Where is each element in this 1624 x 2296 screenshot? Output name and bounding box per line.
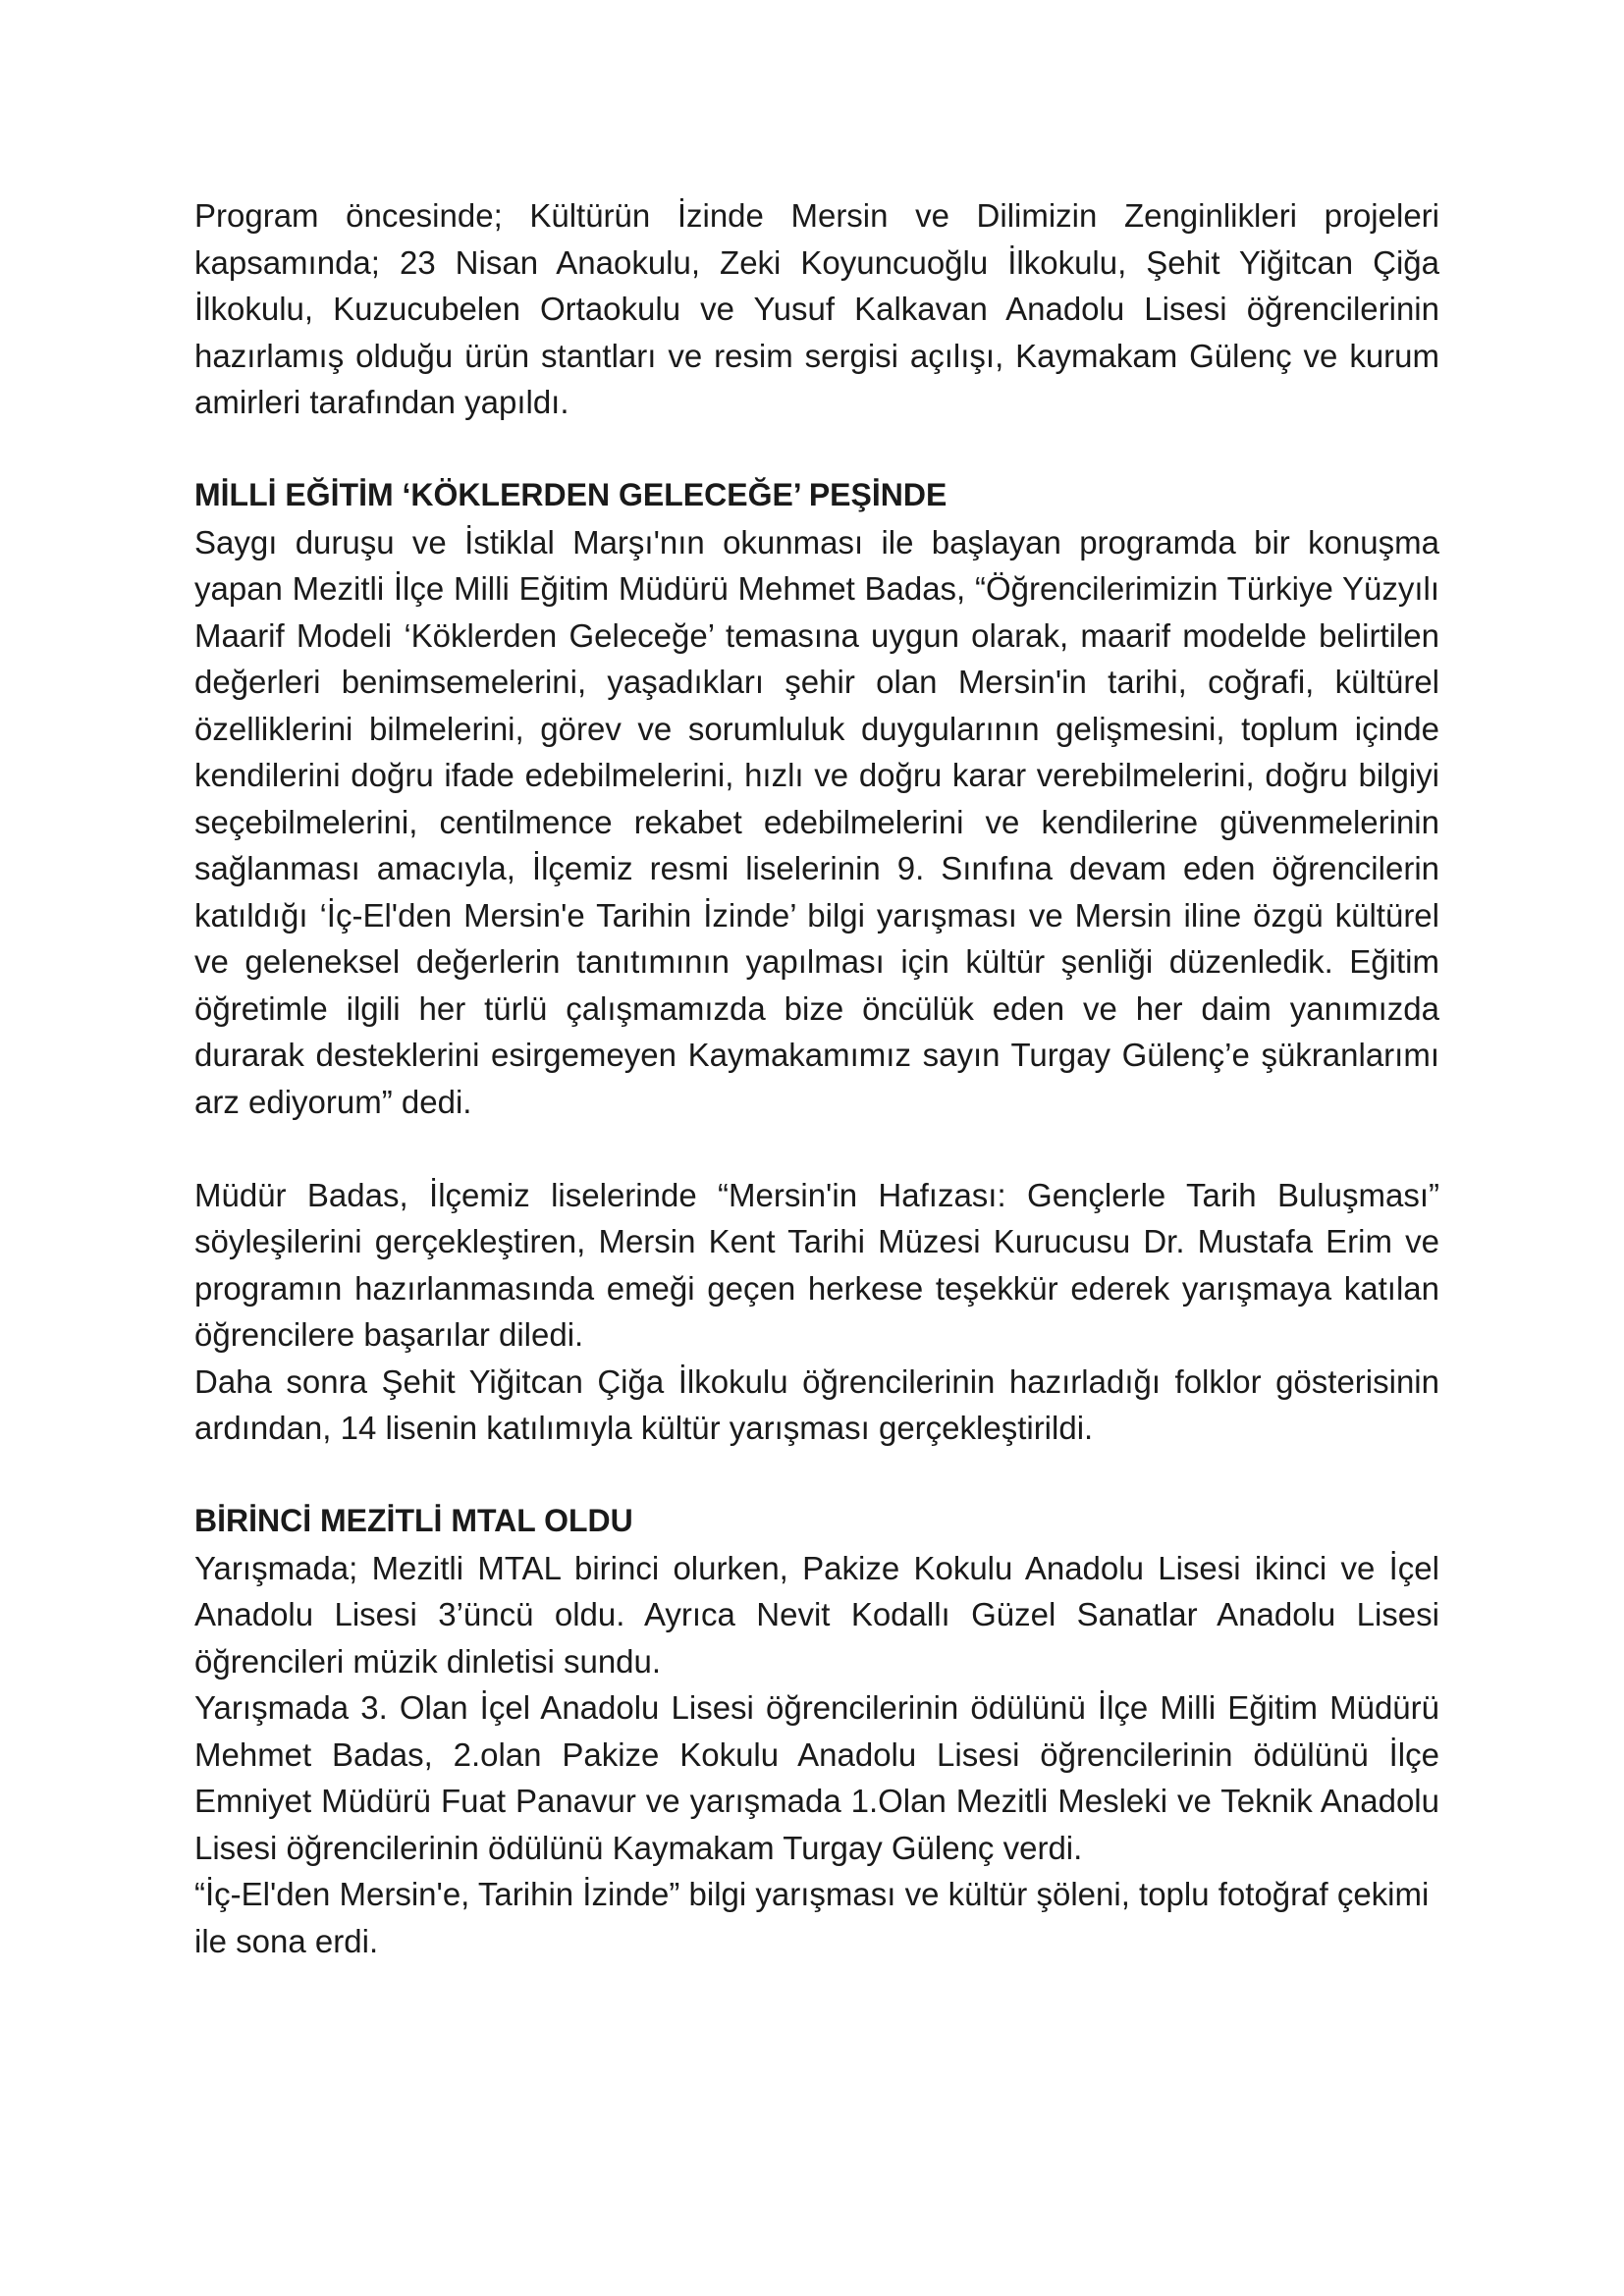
thanks-paragraph: Müdür Badas, İlçemiz liselerinde “Mersin'in Hafızası: Gençlerle Tarih Buluşması” söyleşilerini gerçekleştiren, Mersin Kent Tarihi Müzesi Kurucusu Dr. Mustafa Erim ve programın hazırlanmasında emeği geçen herkese teşekkür ederek yarışmaya katılan öğrencilere başarılar diledi. <box>194 1176 1439 1353</box>
awards-paragraph: Yarışmada 3. Olan İçel Anadolu Lisesi öğrencilerinin ödülünü İlçe Milli Eğitim Müdürü Mehmet Badas, 2.olan Pakize Kokulu Anadolu Lisesi öğrencilerinin ödülünü İlçe Emniyet Müdürü Fuat Panavur ve yarışmada 1.Olan Mezitli Mesleki ve Teknik Anadolu Lisesi öğrencilerinin ödülünü Kaymakam Turgay Gülenç verdi. <box>194 1689 1439 1866</box>
results-paragraph: Yarışmada; Mezitli MTAL birinci olurken, Pakize Kokulu Anadolu Lisesi ikinci ve İçel Anadolu Lisesi 3’üncü oldu. Ayrıca Nevit Kodallı Güzel Sanatlar Anadolu Lisesi öğrencileri müzik dinletisi sundu. <box>194 1549 1439 1680</box>
section-heading-winner: BİRİNCİ MEZİTLİ MTAL OLDU <box>194 1503 633 1538</box>
closing-paragraph: “İç-El'den Mersin'e, Tarihin İzinde” bilgi yarışması ve kültür şöleni, toplu fotoğraf çekimi ile sona erdi. <box>194 1876 1430 1959</box>
paragraph-spacer <box>194 1452 1439 1499</box>
paragraph-spacer <box>194 1125 1439 1172</box>
folklore-paragraph: Daha sonra Şehit Yiğitcan Çiğa İlkokulu öğrencilerinin hazırladığı folklor gösterisinin ardından, 14 lisenin katılımıyla kültür yarışması gerçekleştirildi. <box>194 1362 1439 1446</box>
speech-paragraph: Saygı duruşu ve İstiklal Marşı'nın okunması ile başlayan programda bir konuşma yapan Mezitli İlçe Milli Eğitim Müdürü Mehmet Badas, “Öğrencilerimizin Türkiye Yüzyılı Maarif Modeli ‘Köklerden Geleceğe’ temasına uygun olarak, maarif modelde belirtilen değerleri benimsemelerini, yaşadıkları şehir olan Mersin'in tarihi, coğrafi, kültürel özelliklerini bilmelerini, görev ve sorumluluk duygularının gelişmesini, toplum içinde kendilerini doğru ifade edebilmelerini, hızlı ve doğru karar verebilmelerini, doğru bilgiyi seçebilmelerini, centilmence rekabet edebilmelerini ve kendilerine güvenmelerinin sağlanması amacıyla, İlçemiz resmi liselerinin 9. Sınıfına devam eden öğrencilerin katıldığı ‘İç-El'den Mersin'e Tarihin İzinde’ bilgi yarışması ve Mersin iline özgü kültürel ve geleneksel değerlerin tanıtımının yapılması için kültür şenliği düzenledik. Eğitim öğretimle ilgili her türlü çalışmamızda bize öncülük eden ve her daim yanımızda durarak desteklerini esirgemeyen Kaymakamımız sayın Turgay Gülenç’e şükranlarımı arz ediyorum” dedi. <box>194 523 1439 1120</box>
section-heading-milli-egitim: MİLLİ EĞİTİM ‘KÖKLERDEN GELECEĞE’ PEŞİNDE <box>194 477 947 512</box>
intro-paragraph: Program öncesinde; Kültürün İzinde Mersin ve Dilimizin Zenginlikleri projeleri kapsamında; 23 Nisan Anaokulu, Zeki Koyuncuoğlu İlkokulu, Şehit Yiğitcan Çiğa İlkokulu, Kuzucubelen Ortaokulu ve Yusuf Kalkavan Anadolu Lisesi öğrencilerinin hazırlamış olduğu ürün stantları ve resim sergisi açılışı, Kaymakam Gülenç ve kurum amirleri tarafından yapıldı. <box>194 197 1439 420</box>
paragraph-spacer <box>194 426 1439 473</box>
document-page <box>194 192 1439 1964</box>
